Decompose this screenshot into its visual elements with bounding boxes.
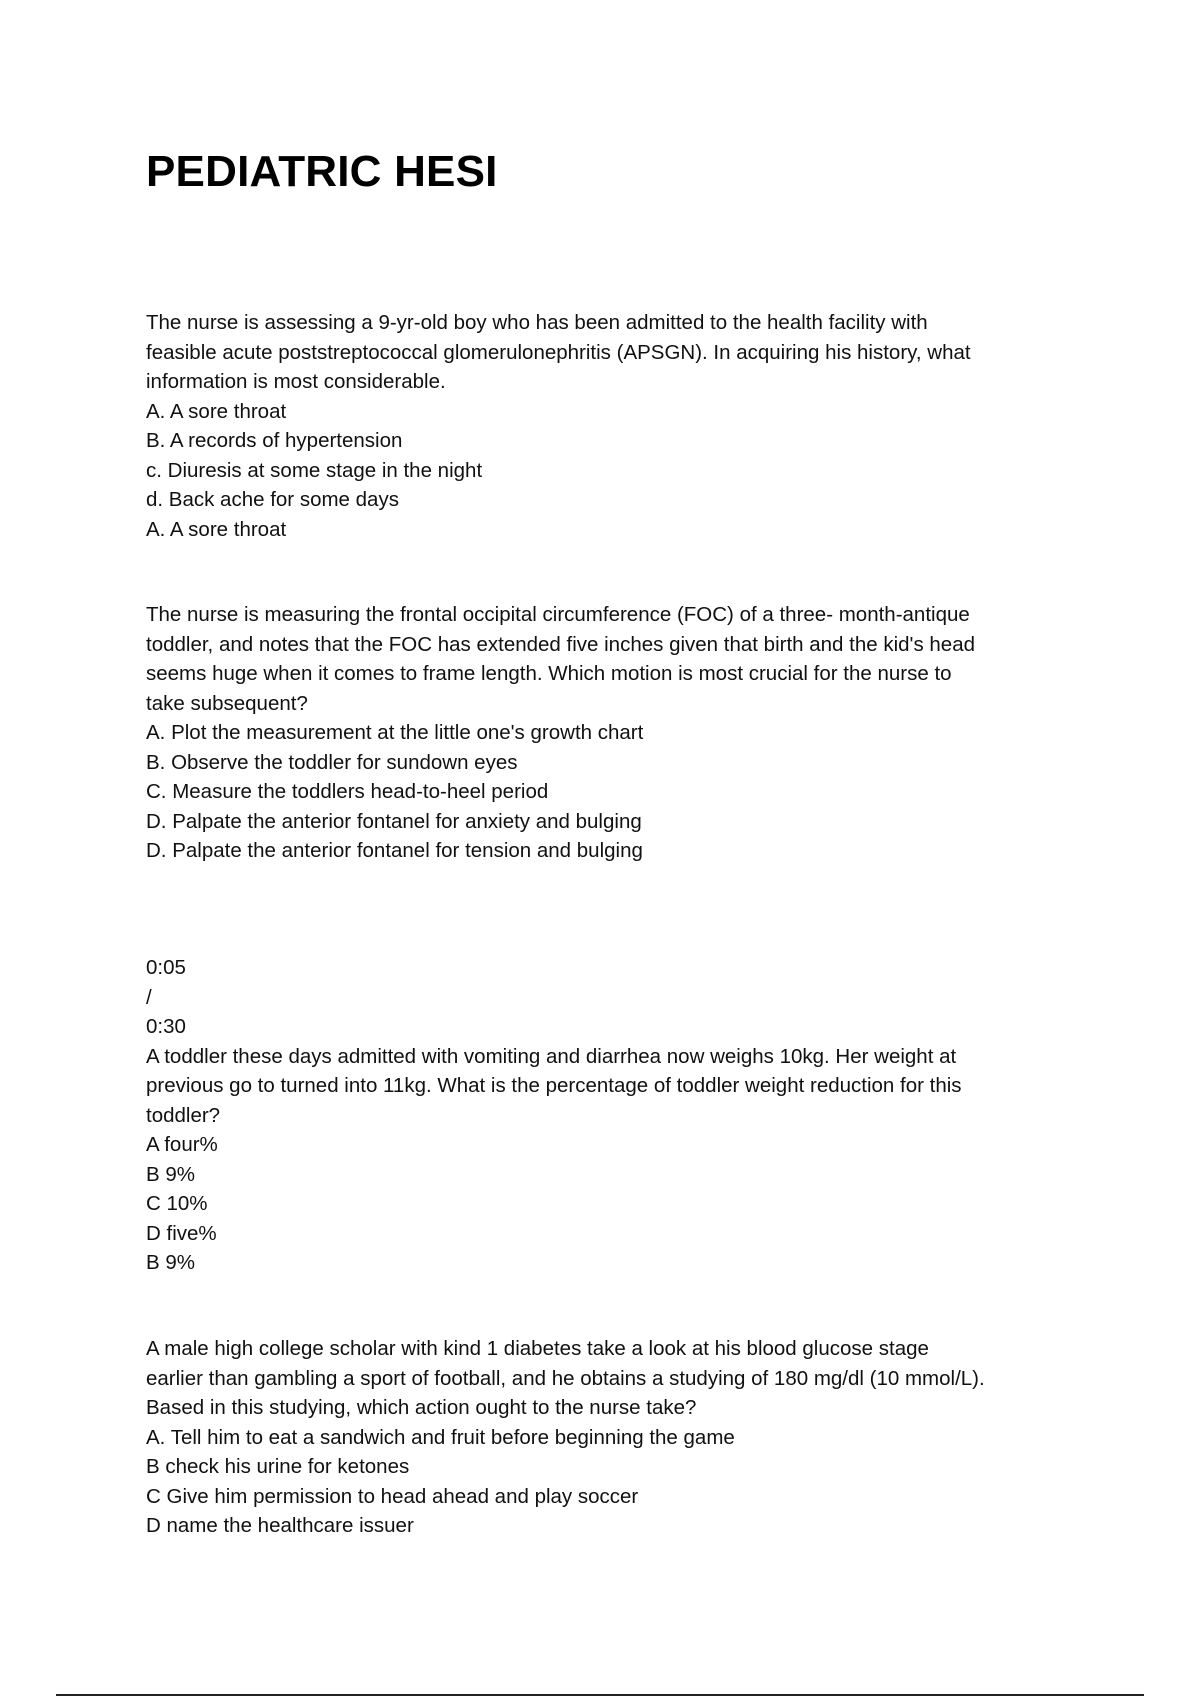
question-1 (146, 308, 1076, 544)
video-timer (146, 953, 1076, 1042)
answer-option: A. Plot the measurement at the little one's growth chart (146, 721, 644, 744)
stem-line: earlier than gambling a sport of football, and he obtains a studying of 180 mg/dl (10 mmol/L). (146, 1366, 985, 1390)
page-title: PEDIATRIC HESI (146, 147, 498, 196)
correct-answer: A. A sore throat (146, 517, 287, 541)
question-stem (146, 1334, 1076, 1423)
answer-option: d. Back ache for some days (146, 488, 399, 511)
answer-option: C. Measure the toddlers head-to-heel period (146, 780, 549, 803)
timer-separator: / (146, 985, 152, 1009)
timer-total: 0:30 (146, 1015, 186, 1038)
answer-option: B. Observe the toddler for sundown eyes (146, 750, 518, 774)
stem-line: Based in this studying, which action ought to the nurse take? (146, 1396, 697, 1419)
answer-option: A. A sore throat (146, 399, 287, 423)
question-stem (146, 1042, 1076, 1131)
answer-option: D. Palpate the anterior fontanel for anxiety and bulging (146, 809, 642, 833)
stem-line: toddler? (146, 1103, 221, 1127)
question-2 (146, 600, 1076, 866)
answer-option: B. A records of hypertension (146, 429, 403, 452)
stem-line: information is most considerable. (146, 370, 446, 393)
stem-line: A toddler these days admitted with vomiting and diarrhea now weighs 10kg. Her weight at (146, 1044, 957, 1068)
answer-option: A. Tell him to eat a sandwich and fruit before beginning the game (146, 1425, 735, 1449)
answer-option: B check his urine for ketones (146, 1455, 410, 1478)
stem-line: The nurse is measuring the frontal occipital circumference (FOC) of a three- month-antique (146, 603, 970, 626)
stem-line: A male high college scholar with kind 1 diabetes take a look at his blood glucose stage (146, 1337, 929, 1360)
answer-option: D name the healthcare issuer (146, 1514, 414, 1537)
footer-divider (56, 1694, 1144, 1696)
question-4 (146, 1334, 1076, 1541)
stem-line: previous go to turned into 11kg. What is the percentage of toddler weight reduction for this (146, 1074, 962, 1097)
stem-line: toddler, and notes that the FOC has extended five inches given that birth and the kid's head (146, 632, 976, 656)
stem-line: feasible acute poststreptococcal glomerulonephritis (APSGN). In acquiring his history, what (146, 340, 971, 364)
correct-answer: D. Palpate the anterior fontanel for tension and bulging (146, 839, 643, 862)
answer-option: c. Diuresis at some stage in the night (146, 458, 483, 482)
stem-line: The nurse is assessing a 9-yr-old boy who has been admitted to the health facility with (146, 311, 928, 334)
stem-line: seems huge when it comes to frame length. Which motion is most crucial for the nurse to (146, 662, 952, 685)
timer-current: 0:05 (146, 956, 186, 979)
question-stem (146, 308, 1076, 397)
question-3 (146, 953, 1076, 1278)
answer-option: C Give him permission to head ahead and play soccer (146, 1484, 639, 1508)
answer-option: D five% (146, 1221, 217, 1245)
stem-line: take subsequent? (146, 691, 308, 715)
answer-option: A four% (146, 1133, 218, 1156)
answer-option: C 10% (146, 1192, 208, 1215)
question-stem (146, 600, 1076, 718)
answer-option: B 9% (146, 1162, 195, 1186)
correct-answer: B 9% (146, 1251, 195, 1274)
